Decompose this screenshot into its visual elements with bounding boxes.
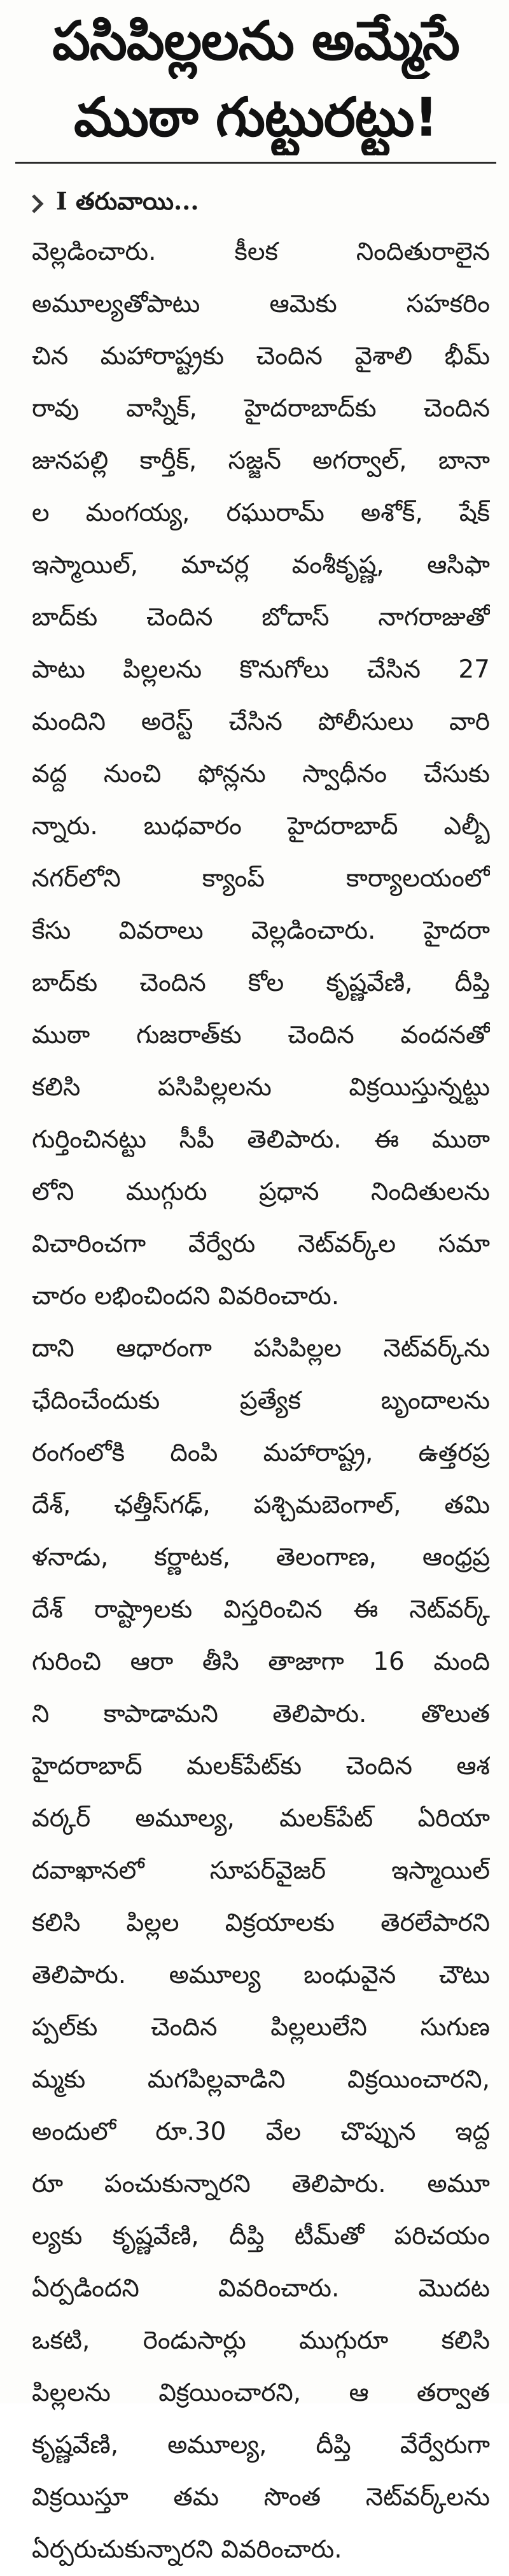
article-line: అమూల్యతోపాటు ఆమెకు సహకరిం bbox=[32, 290, 490, 318]
article-line: గురించి ఆరా తీసి తాజాగా 16 మంది bbox=[32, 1647, 490, 1676]
continued-text: I తరువాయి... bbox=[56, 186, 199, 215]
article-line: కలిసి పసిపిల్లలను విక్రయిస్తున్నట్టు bbox=[32, 1073, 490, 1102]
continued-marker bbox=[28, 185, 199, 223]
article-line: నగర్‌లోని క్యాంప్ కార్యాలయంలో bbox=[32, 864, 490, 893]
article-line: ముఠా గుజరాత్‌కు చెందిన వందనతో bbox=[32, 1021, 490, 1050]
article-line: కృష్ణవేణి, అమూల్య, దీప్తి వేర్వేరుగా bbox=[32, 2431, 490, 2459]
article-line: ని కాపాడామని తెలిపారు. తొలుత bbox=[32, 1700, 490, 1728]
article-line: చిన మహారాష్ట్రకు చెందిన వైశాలి భీమ్ bbox=[32, 342, 490, 371]
article-line: గుర్తించినట్టు సీపీ తెలిపారు. ఈ ముఠా bbox=[32, 1125, 490, 1154]
article-line: దాని ఆధారంగా పసిపిల్లల నెట్‌వర్క్‌ను bbox=[32, 1334, 490, 1363]
article-line: ఏర్పరుచుకున్నారని వివరించారు. bbox=[32, 2535, 342, 2564]
article-line: బాద్‌కు చెందిన బోదాస్ నాగరాజుతో bbox=[32, 603, 490, 632]
article-line: జునపల్లి కార్తీక్, సజ్జన్ అగర్వాల్, బానా bbox=[32, 446, 490, 475]
article-line: ల మంగయ్య, రఘురామ్ అశోక్, షేక్ bbox=[32, 499, 490, 527]
article-line: ల్యకు కృష్ణవేణి, దీప్తి టీమ్‌తో పరిచయం bbox=[32, 2222, 490, 2251]
article-line: ళనాడు, కర్ణాటక, తెలంగాణ, ఆంధ్రప్ర bbox=[32, 1543, 490, 1572]
article-line: రూ పంచుకున్నారని తెలిపారు. అమూ bbox=[32, 2170, 490, 2198]
chevron-right-icon bbox=[28, 193, 47, 215]
article-body bbox=[32, 226, 490, 2564]
article-line: కేసు వివరాలు వెల్లడించారు. హైదరా bbox=[32, 916, 490, 945]
article-line: ఏర్పడిందని వివరించారు. మొదట bbox=[32, 2274, 490, 2303]
article-line: వద్ద నుంచి ఫోన్లను స్వాధీనం చేసుకు bbox=[32, 760, 490, 788]
article-line: తెలిపారు. అమూల్య బంధువైన చౌటు bbox=[32, 1961, 490, 1989]
article-line: రావు వాస్నిక్, హైదరాబాద్‌కు చెందిన bbox=[32, 394, 490, 423]
headline-line-2: ముఠా గుట్టురట్టు! bbox=[74, 86, 438, 148]
article-line: దవాఖానలో సూపర్‌వైజర్ ఇస్మాయిల్ bbox=[32, 1856, 490, 1885]
headline-line-1: పసిపిల్లలను అమ్మేసే bbox=[52, 10, 459, 72]
headline bbox=[15, 3, 496, 164]
article-line: న్నారు. బుధవారం హైదరాబాద్ ఎల్బీ bbox=[32, 812, 490, 841]
article-line: మందిని అరెస్ట్ చేసిన పోలీసులు వారి bbox=[32, 708, 490, 736]
article-line: ఇస్మాయిల్, మాచర్ల వంశీకృష్ణ, ఆసిఫా bbox=[32, 551, 490, 580]
article-line: ఛేదించేందుకు ప్రత్యేక బృందాలను bbox=[32, 1386, 490, 1415]
article-line: వెల్లడించారు. కీలక నిందితురాలైన bbox=[32, 238, 490, 266]
article-line: విచారించగా వేర్వేరు నెట్‌వర్క్‌ల సమా bbox=[32, 1230, 490, 1258]
article-line: ప్పల్‌కు చెందిన పిల్లలులేని సుగుణ bbox=[32, 2013, 490, 2042]
article-line: పాటు పిల్లలను కొనుగోలు చేసిన 27 bbox=[32, 655, 490, 684]
article-line: రంగంలోకి దింపి మహారాష్ట్ర, ఉత్తరప్ర bbox=[32, 1439, 490, 1467]
article-line: మ్మకు మగపిల్లవాడిని విక్రయించారని, bbox=[32, 2065, 490, 2094]
article-line: ఒకటి, రెండుసార్లు ముగ్గురూ కలిసి bbox=[32, 2326, 490, 2355]
article-line: బాద్‌కు చెందిన కోల కృష్ణవేణి, దీప్తి bbox=[32, 969, 490, 997]
article-line: చారం లభించిందని వివరించారు. bbox=[32, 1282, 340, 1311]
article-line: అందులో రూ.30 వేల చొప్పున ఇద్ద bbox=[32, 2117, 490, 2146]
article-line: వర్కర్ అమూల్య, మలక్‌పేట్ ఏరియా bbox=[32, 1804, 490, 1833]
article-line: విక్రయిస్తూ తమ సొంత నెట్‌వర్క్‌లను bbox=[32, 2483, 490, 2512]
article-line: దేశ్ రాష్ట్రాలకు విస్తరించిన ఈ నెట్‌వర్క్ bbox=[32, 1595, 490, 1624]
article-line: హైదరాబాద్ మలక్‌పేట్‌కు చెందిన ఆశ bbox=[32, 1752, 490, 1781]
article-line: దేశ్, ఛత్తీస్‌గఢ్, పశ్చిమబెంగాల్, తమి bbox=[32, 1491, 490, 1519]
article-line: పిల్లలను విక్రయించారని, ఆ తర్వాత bbox=[32, 2379, 490, 2407]
article-line: కలిసి పిల్లల విక్రయాలకు తెరలేపారని bbox=[32, 1909, 490, 1937]
article-line: లోని ముగ్గురు ప్రధాన నిందితులను bbox=[32, 1178, 490, 1206]
